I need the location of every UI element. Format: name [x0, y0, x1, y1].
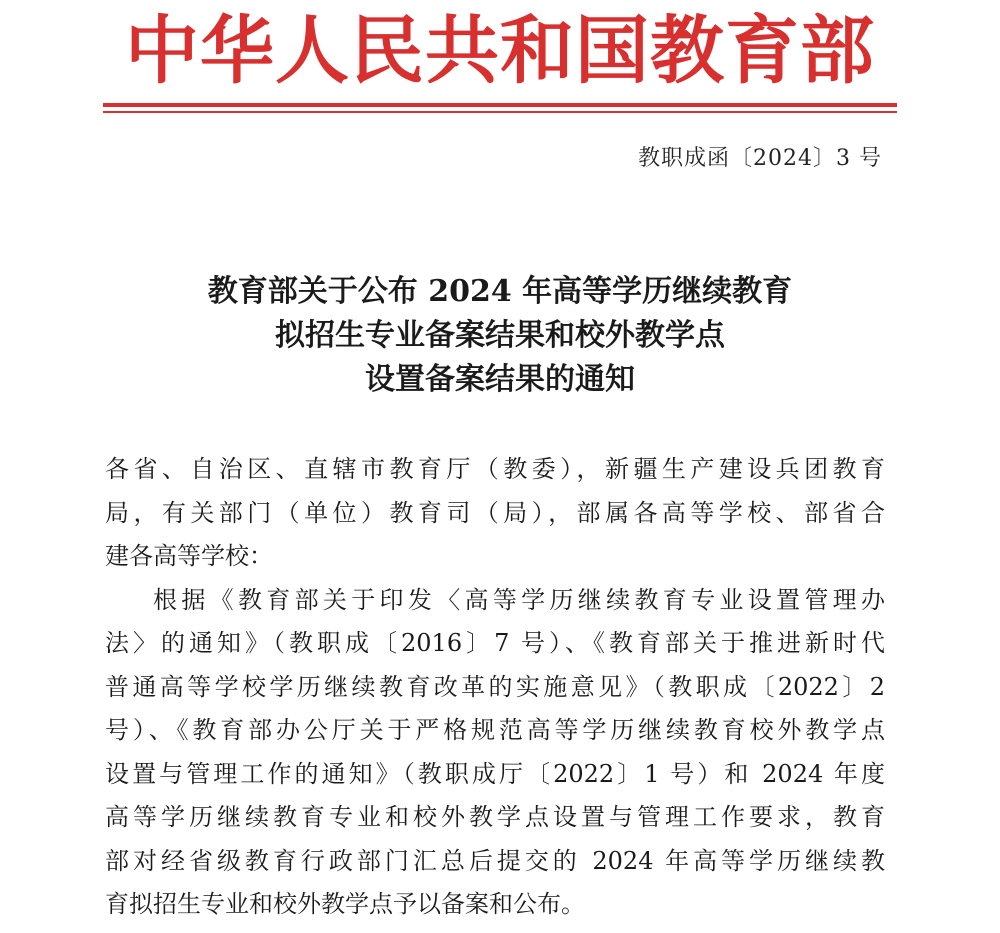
paragraph-line: 设置与管理工作的通知》（教职成厅〔2022〕1 号）和 2024 年度: [105, 759, 885, 788]
document-body: [105, 448, 885, 927]
paragraph-line: 号）、《教育部办公厅关于严格规范高等学历继续教育校外教学点: [105, 716, 885, 744]
paragraph-line: 普通高等学校学历继续教育改革的实施意见》（教职成〔2022〕2: [105, 672, 885, 701]
title-line: 拟招生专业备案结果和校外教学点: [275, 318, 725, 353]
document-title: [100, 270, 900, 402]
header-divider-thick: [103, 103, 897, 107]
addressee-line: 建各高等学校：: [105, 542, 273, 570]
paragraph-line: 部对经省级教育行政部门汇总后提交的 2024 年高等学历继续教: [105, 846, 885, 875]
addressee-line: 各省、自治区、直辖市教育厅（教委），新疆生产建设兵团教育: [105, 455, 885, 483]
paragraph-line: 育拟招生专业和校外教学点予以备案和公布。: [105, 890, 585, 918]
paragraph-line: 高等学历继续教育专业和校外教学点设置与管理工作要求，教育: [105, 803, 885, 831]
paragraph-line: 根据《教育部关于印发〈高等学历继续教育专业设置管理办: [153, 585, 885, 614]
paragraph-line: 法〉的通知》（教职成〔2016〕7 号）、《教育部关于推进新时代: [105, 629, 885, 657]
title-line: 设置备案结果的通知: [365, 362, 635, 397]
issuer-header: 中华人民共和国教育部: [125, 8, 875, 94]
body-paragraph: [105, 579, 885, 927]
title-line: 教育部关于公布 2024 年高等学历继续教育: [207, 274, 793, 309]
addressee: [105, 448, 885, 579]
document-number: 教职成函〔2024〕3 号: [638, 146, 882, 171]
addressee-line: 局，有关部门（单位）教育司（局），部属各高等学校、部省合: [105, 498, 885, 527]
header-divider-thin: [103, 111, 897, 113]
